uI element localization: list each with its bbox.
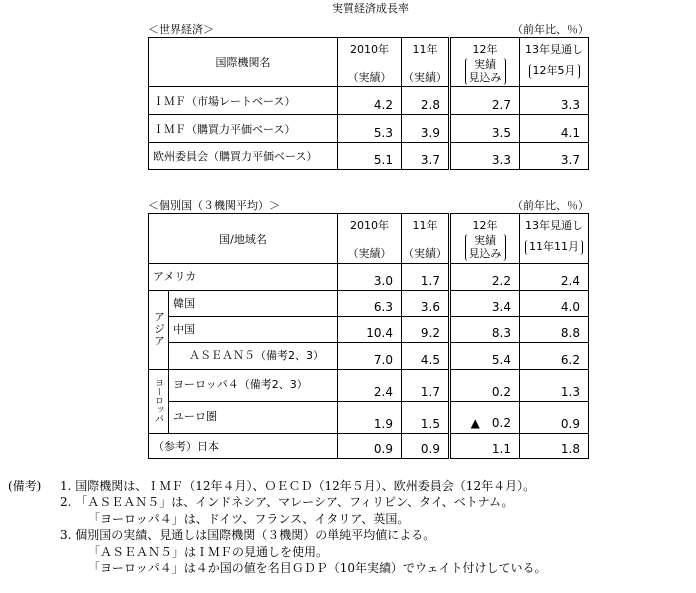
table-row: ＩＭＦ（購買力平価ベース） 5.3 3.9 3.5 4.1 <box>149 115 589 143</box>
notes-block <box>8 478 547 576</box>
table-row: ＡＳＥＡＮ５（備考2、3） 7.0 4.5 5.4 6.2 <box>149 343 589 370</box>
world-col-2013: 13年見通し 12年5月 <box>520 38 589 87</box>
note-item: 「ヨーロッパ４」は、ドイツ、フランス、イタリア、英国。 <box>88 511 410 526</box>
table-row: アメリカ 3.0 1.7 2.2 2.4 <box>149 264 589 291</box>
country-col-2010: 2010年 （実績） <box>338 214 402 264</box>
country-header-row <box>149 214 589 264</box>
table-row: 中国 10.4 9.2 8.3 8.8 <box>149 317 589 343</box>
world-2013-basis-bracket: 12年5月 <box>529 64 580 79</box>
world-section-label: ＜世界経済＞ <box>148 23 214 36</box>
group-label-asia: アジア <box>149 291 169 370</box>
country-col-2012: 12年 実績 見込み <box>450 214 520 264</box>
world-growth-table <box>148 37 589 170</box>
table-row: ユーロ圏 1.9 1.5 ▲ 0.2 0.9 <box>149 402 589 434</box>
world-col-2012: 12年 実績 見込み <box>450 38 520 87</box>
country-section-label: ＜個別国（３機関平均）＞ <box>148 199 280 212</box>
note-item: 3. 個別国の実績、見通しは国際機関（３機関）の単純平均値による。 <box>60 528 436 543</box>
country-col-name-header: 国/地域名 <box>149 214 338 264</box>
world-col-2011: 11年 （実績） <box>402 38 450 87</box>
world-col-name-header: 国際機関名 <box>149 38 338 87</box>
table-row: （参考）日本 0.9 0.9 1.1 1.8 <box>149 434 589 459</box>
world-2012-estimate-bracket: 実績 見込み <box>465 58 506 85</box>
country-growth-table <box>148 213 589 459</box>
world-unit-label: （前年比、％） <box>512 23 589 36</box>
note-item: 2. 「ＡＳＥＡＮ５」は、インドネシア、マレーシア、フィリピン、タイ、ベトナム。 <box>60 495 514 510</box>
table-row: ヨーロッパ ヨーロッパ４（備考2、3） 2.4 1.7 0.2 1.3 <box>149 370 589 402</box>
country-2012-estimate-bracket: 実績 見込み <box>465 234 506 261</box>
country-2013-basis-bracket: 11年11月 <box>525 240 583 255</box>
table-row: ＩＭＦ（市場レートベース） 4.2 2.8 2.7 3.3 <box>149 87 589 115</box>
table-row: アジア 韓国 6.3 3.6 3.4 4.0 <box>149 291 589 317</box>
group-label-europe: ヨーロッパ <box>149 370 169 434</box>
country-unit-label: （前年比、％） <box>512 199 589 212</box>
country-col-2011: 11年 （実績） <box>402 214 450 264</box>
notes-label: (備考) <box>8 479 42 493</box>
country-col-2013: 13年見通し 11年11月 <box>520 214 589 264</box>
page-title: 実質経済成長率 <box>332 2 409 15</box>
world-col-2010: 2010年 （実績） <box>338 38 402 87</box>
world-header-row <box>149 38 589 87</box>
table-row: 欧州委員会（購買力平価ベース） 5.1 3.7 3.3 3.7 <box>149 143 589 170</box>
note-item: 「ＡＳＥＡＮ５」はＩＭＦの見通しを使用。 <box>88 544 329 559</box>
note-item: 1. 国際機関は、ＩＭＦ（12年４月）、ＯＥＣＤ（12年５月）、欧州委員会（12年４月）。 <box>60 479 536 493</box>
note-item: 「ヨーロッパ４」は４か国の値を名目ＧＤＰ（10年実績）でウェイト付けしている。 <box>88 560 547 575</box>
